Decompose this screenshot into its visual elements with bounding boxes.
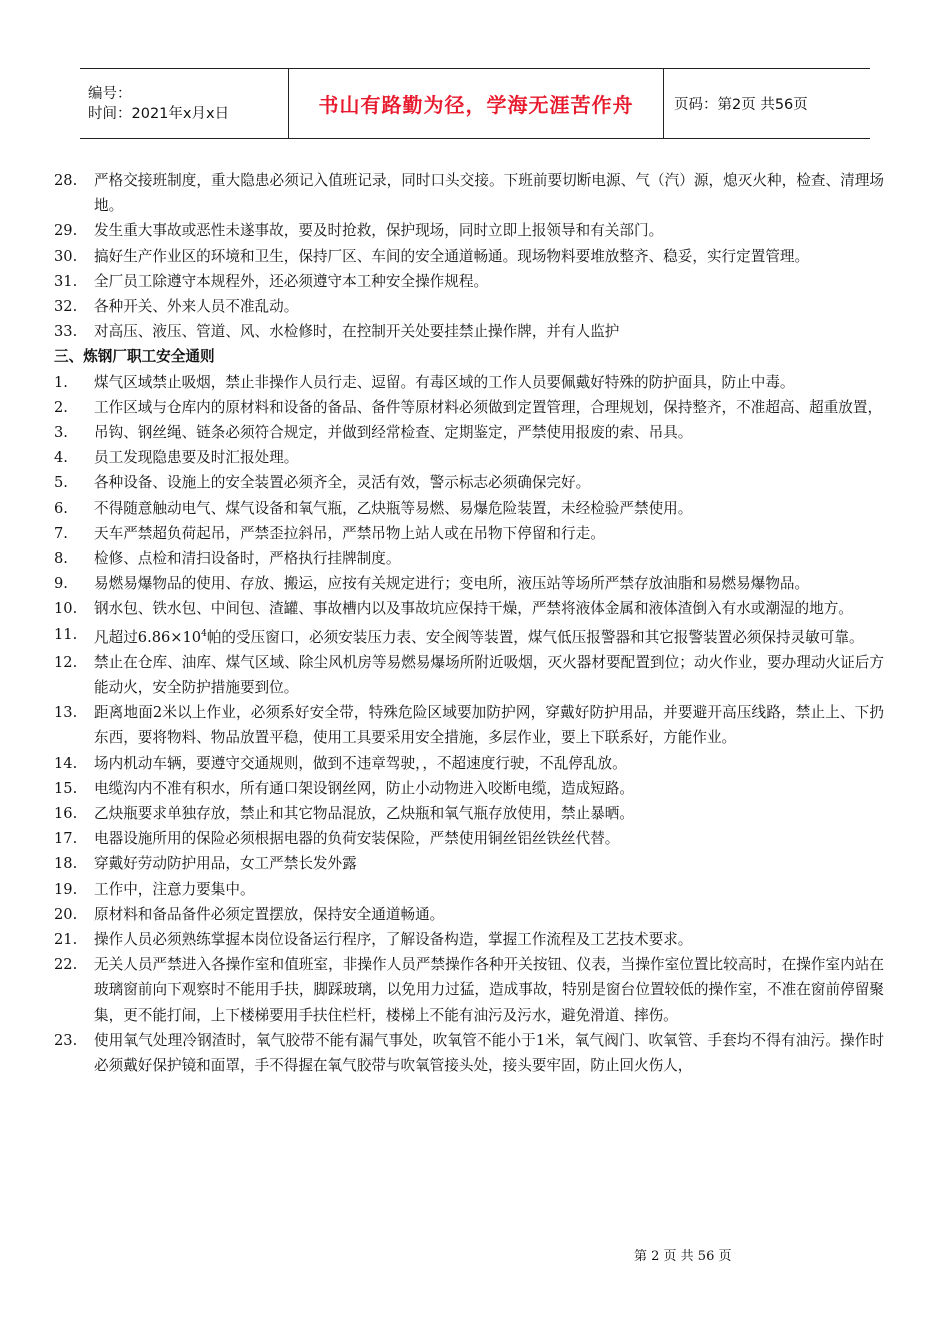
- list-item: [54, 445, 884, 470]
- item-text: 严格交接班制度，重大隐患必须记入值班记录，同时口头交接。下班前要切断电源、气（汽）源，熄灭火种，检查、清理场地。: [94, 172, 884, 215]
- list-item: [54, 168, 884, 218]
- document-number: 编号：: [88, 85, 132, 102]
- list-item: [54, 902, 884, 927]
- list-item: [54, 470, 884, 495]
- item-text: 全厂员工除遵守本规程外，还必须遵守本工种安全操作规程。: [94, 272, 489, 290]
- item-number: 12.: [54, 653, 78, 671]
- item-text: 对高压、液压、管道、风、水检修时，在控制开关处要挂禁止操作牌，并有人监护: [94, 323, 620, 341]
- item-number: 10.: [54, 600, 78, 618]
- item-text: 电器设施所用的保险必须根据电器的负荷安装保险，严禁使用铜丝铝丝铁丝代替。: [94, 830, 620, 848]
- list-item: [54, 952, 884, 1028]
- item-number: 8.: [54, 550, 68, 568]
- item-text: 使用氧气处理冷钢渣时，氧气胶带不能有漏气事处，吹氧管不能小于1米，氧气阀门、吹氧管、手套均不得有油污。操作时必须戴好保护镜和面罩，手不得握在氧气胶带与吹氧管接头处，接头要牢固，防止回火伤人，: [94, 1031, 884, 1074]
- list-item: [54, 877, 884, 902]
- section-heading: 三、炼钢厂职工安全通则: [54, 348, 215, 366]
- item-text: 工作区域与仓库内的原材料和设备的备品、备件等原材料必须做到定置管理，合理规划，保持整齐，不准超高、超重放置，: [94, 398, 883, 416]
- item-text: 场内机动车辆，要遵守交通规则，做到不违章驾驶，，不超速度行驶，不乱停乱放。: [94, 754, 627, 772]
- item-number: 23.: [54, 1031, 78, 1049]
- header-meta: [80, 69, 288, 138]
- list-item: [54, 420, 884, 445]
- page-header: [80, 68, 870, 139]
- header-motto-cell: [288, 69, 664, 138]
- item-text: 煤气区域禁止吸烟，禁止非操作人员行走、逗留。有毒区域的工作人员要佩戴好特殊的防护面具，防止中毒。: [94, 373, 795, 391]
- item-text-part: 帕的受压窗口，必须安装压力表、安全阀等装置，煤气低压报警器和其它报警装置必须保持灵敏可靠。: [206, 628, 864, 646]
- list-item: [54, 801, 884, 826]
- item-text: [94, 622, 884, 650]
- header-motto: 书山有路勤为径，学海无涯苦作舟: [318, 93, 634, 117]
- header-page-number: 页码：第2页 共56页: [674, 97, 808, 113]
- item-number: 7.: [54, 524, 68, 542]
- rules-list-general: [54, 370, 884, 1079]
- list-item: [54, 596, 884, 621]
- list-item: [54, 751, 884, 776]
- item-number: 28.: [54, 172, 78, 189]
- item-text: 各种开关、外来人员不准乱动。: [94, 298, 299, 316]
- list-item: [54, 218, 884, 243]
- item-text: 发生重大事故或恶性未遂事故，要及时抢救，保护现场，同时立即上报领导和有关部门。: [94, 222, 664, 240]
- item-number: 4.: [54, 449, 68, 467]
- list-item: [54, 826, 884, 851]
- item-text-part: 凡超过6.86×10: [94, 628, 202, 646]
- list-item: [54, 319, 884, 344]
- list-item: [54, 622, 884, 650]
- list-item: [54, 269, 884, 294]
- list-item: [54, 395, 884, 420]
- list-item: [54, 776, 884, 801]
- header-page-cell: [664, 69, 870, 138]
- item-number: 16.: [54, 804, 78, 822]
- item-number: 22.: [54, 956, 78, 974]
- item-text: 乙炔瓶要求单独存放，禁止和其它物品混放，乙炔瓶和氧气瓶存放使用，禁止暴晒。: [94, 804, 634, 822]
- page-footer: 第 2 页 共 56 页: [634, 1249, 732, 1264]
- item-number: 11.: [54, 625, 78, 643]
- list-item: [54, 521, 884, 546]
- item-text: 员工发现隐患要及时汇报处理。: [94, 449, 299, 467]
- item-number: 3.: [54, 424, 68, 442]
- item-text: 原材料和备品备件必须定置摆放，保持安全通道畅通。: [94, 905, 445, 923]
- item-number: 30.: [54, 247, 78, 265]
- item-number: 9.: [54, 575, 68, 593]
- item-text: 各种设备、设施上的安全装置必须齐全，灵活有效，警示标志必须确保完好。: [94, 474, 591, 492]
- document-date: 时间：2021年x月x日: [88, 105, 230, 122]
- item-number: 15.: [54, 779, 78, 797]
- list-item: [54, 370, 884, 395]
- item-text: 无关人员严禁进入各操作室和值班室，非操作人员严禁操作各种开关按钮、仪表，当操作室位置比较高时，在操作室内站在玻璃窗前向下观察时不能用手扶，脚踩玻璃，以免用力过猛，造成事故，特别是窗台位置较低的操作室，不准在窗前停留聚集，更不能打闹，上下楼梯要用手扶住栏杆，楼梯上不能有油污及污水，避免滑道、摔伤。: [94, 956, 884, 1024]
- item-text: 禁止在仓库、油库、煤气区域、除尘风机房等易燃易爆场所附近吸烟，灭火器材要配置到位；动火作业，要办理动火证后方能动火，安全防护措施要到位。: [94, 653, 884, 696]
- item-text: 距离地面2米以上作业，必须系好安全带，特殊危险区域要加防护网，穿戴好防护用品，并要避开高压线路，禁止上、下扔东西，要将物料、物品放置平稳，使用工具要采用安全措施，多层作业，要上下联系好，方能作业。: [94, 704, 884, 747]
- item-number: 29.: [54, 222, 78, 240]
- list-item: [54, 244, 884, 269]
- superscript: 4: [201, 628, 207, 639]
- item-text: 不得随意触动电气、煤气设备和氧气瓶，乙炔瓶等易燃、易爆危险装置，未经检验严禁使用。: [94, 499, 693, 517]
- item-text: 工作中，注意力要集中。: [94, 880, 255, 898]
- item-number: 19.: [54, 880, 78, 898]
- item-number: 17.: [54, 830, 78, 848]
- item-number: 2.: [54, 398, 68, 416]
- item-number: 6.: [54, 499, 68, 517]
- list-item: [54, 1028, 884, 1078]
- item-number: 1.: [54, 373, 68, 391]
- item-text: 天车严禁超负荷起吊，严禁歪拉斜吊，严禁吊物上站人或在吊物下停留和行走。: [94, 524, 605, 542]
- list-item: [54, 546, 884, 571]
- item-text: 穿戴好劳动防护用品，女工严禁长发外露: [94, 855, 357, 873]
- list-item: [54, 851, 884, 876]
- item-text: 电缆沟内不准有积水，所有通口架设钢丝网，防止小动物进入咬断电缆，造成短路。: [94, 779, 634, 797]
- document-body: [54, 168, 884, 1078]
- item-text: 钢水包、铁水包、中间包、渣罐、事故槽内以及事故坑应保持干燥，严禁将液体金属和液体渣倒入有水或潮湿的地方。: [94, 600, 853, 618]
- list-item: [54, 650, 884, 700]
- item-text: 操作人员必须熟练掌握本岗位设备运行程序，了解设备构造，掌握工作流程及工艺技术要求。: [94, 930, 693, 948]
- list-item: [54, 496, 884, 521]
- list-item: [54, 927, 884, 952]
- item-number: 18.: [54, 855, 78, 873]
- rules-list-continued: [54, 168, 884, 344]
- item-number: 32.: [54, 298, 78, 316]
- item-number: 14.: [54, 754, 78, 772]
- item-text: 吊钩、钢丝绳、链条必须符合规定，并做到经常检查、定期鉴定，严禁使用报废的索、吊具。: [94, 424, 693, 442]
- item-text: 搞好生产作业区的环境和卫生，保持厂区、车间的安全通道畅通。现场物料要堆放整齐、稳妥，实行定置管理。: [94, 247, 810, 265]
- item-number: 13.: [54, 704, 78, 722]
- list-item: [54, 700, 884, 750]
- list-item: [54, 571, 884, 596]
- list-item: [54, 294, 884, 319]
- item-number: 5.: [54, 474, 68, 492]
- item-text: 易燃易爆物品的使用、存放、搬运，应按有关规定进行；变电所，液压站等场所严禁存放油脂和易燃易爆物品。: [94, 575, 810, 593]
- item-number: 33.: [54, 323, 78, 341]
- item-number: 21.: [54, 930, 78, 948]
- item-text: 检修、点检和清扫设备时，严格执行挂牌制度。: [94, 550, 401, 568]
- item-number: 20.: [54, 905, 78, 923]
- item-number: 31.: [54, 272, 78, 290]
